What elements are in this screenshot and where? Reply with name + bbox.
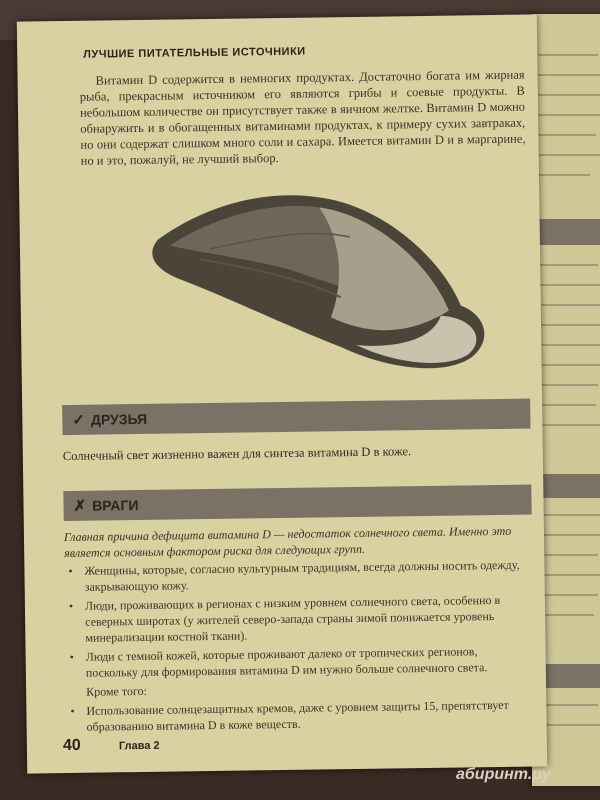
text-line [538,324,600,326]
right-page-banner [532,219,600,245]
chapter-label: Глава 2 [118,739,160,753]
watermark [456,766,551,784]
book-page [17,14,547,773]
page-number: 40 [62,736,81,755]
text-line [538,614,594,616]
friends-banner [62,399,530,436]
text-line [538,704,598,706]
bullet-icon: • [70,703,75,718]
friends-text: Солнечный свет жизненно важен для синтеза витамина D в коже. [62,444,412,464]
cross-icon: ✗ [73,497,87,515]
text-line [538,174,590,176]
text-line [538,114,600,116]
text-line [538,534,600,536]
text-line [538,514,600,516]
text-line [538,594,598,596]
watermark-text: абиринт.ру [456,766,551,783]
text-line [538,284,600,286]
text-line [538,304,600,306]
text-line [538,154,600,156]
salmon-steak-image [139,165,502,390]
list-item: • Люди с темной кожей, которые проживают далеко от тропических регионов, поскольку для формирования витамина D им нужно больше солнечного света. [69,644,488,680]
text-line [538,404,596,406]
text-line [538,344,600,346]
text-line [538,94,600,96]
bullet-icon: • [68,598,74,613]
text-line [538,364,600,366]
bullet-icon: • [69,649,74,664]
list-item: • Женщины, которые, согласно культурным традициям, всегда должны носить одежду, закрывающую кожу. [68,557,520,594]
check-icon: ✓ [72,411,86,429]
text-line [538,554,598,556]
friends-title: ДРУЗЬЯ [90,410,148,428]
enemies-lead-text: Главная причина дефицита витамина D — недостаток солнечного света. Именно это является основным фактором риска для следующих групп. [63,523,512,561]
enemies-title: ВРАГИ [92,497,139,514]
intro-paragraph: Витамин D содержится в немногих продуктах. Достаточно богата им жирная рыба, прекрасным источником его являются грибы и соевые продукты. В небольшом количестве он присутствует также в яичном желтке. Витамин D можно обнаружить и в обогащенных витаминами продуктах, к примеру сухих завтраках, но они содержат слишком много соли и сахара. Имеется витамин D и в маргарине, но и это, пожалуй, не лучший выбор. [79,67,526,168]
text-line [538,54,598,56]
list-item: • Использование солнцезащитных кремов, даже с уровнем защиты 15, препятствует образованию витамина D в коже веществ. [70,697,509,734]
list-item: • Люди, проживающих в регионах с низким уровнем солнечного света, особенно в северных широтах (у жителей северо-запада страны зимой понижается уровень минерализации костной ткани). [68,592,501,645]
text-line [538,724,600,726]
text-line [538,384,598,386]
text-line [538,74,600,76]
text-line [538,134,596,136]
text-line [538,264,598,266]
text-line [538,424,600,426]
enemies-banner [63,485,531,522]
section-header: ЛУЧШИЕ ПИТАТЕЛЬНЫЕ ИСТОЧНИКИ [83,45,306,61]
risk-group-list [64,557,532,738]
text-line [538,574,600,576]
also-label: Кроме того: [86,683,147,699]
bullet-icon: • [68,563,73,578]
